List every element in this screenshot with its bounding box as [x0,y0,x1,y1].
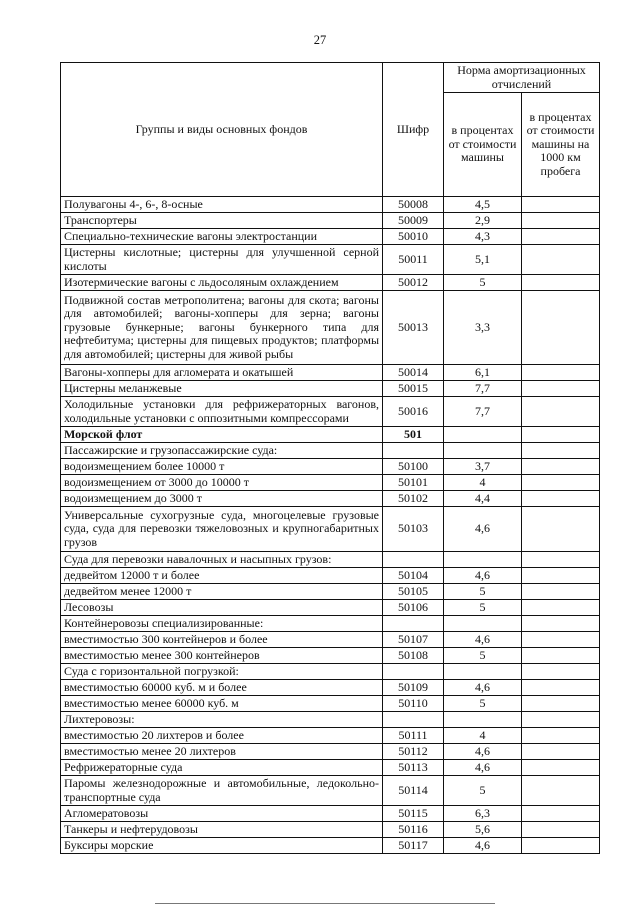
row-pct-cost: 4,5 [444,197,522,213]
row-code: 50109 [383,680,444,696]
row-code: 50113 [383,760,444,776]
row-pct-cost: 4,6 [444,838,522,854]
table-row [61,397,600,427]
row-pct-km [522,822,600,838]
row-name: Агломератовозы [61,806,383,822]
row-pct-km [522,291,600,365]
row-code [383,616,444,632]
row-name: Вагоны-хопперы для агломерата и окатышей [61,365,383,381]
row-pct-km [522,806,600,822]
row-code: 50117 [383,838,444,854]
row-code: 50110 [383,696,444,712]
page-number: 27 [313,33,327,47]
row-name: водоизмещением более 10000 т [61,459,383,475]
row-pct-cost: 7,7 [444,397,522,427]
row-code [383,443,444,459]
header-norm: Норма амортизационных отчислений [444,63,600,93]
row-pct-km [522,381,600,397]
row-pct-km [522,491,600,507]
table-row [61,822,600,838]
row-pct-km [522,728,600,744]
row-name: вместимостью 20 лихтеров и более [61,728,383,744]
row-code: 50112 [383,744,444,760]
row-code: 50016 [383,397,444,427]
table-row [61,365,600,381]
row-code: 50100 [383,459,444,475]
row-name: Изотермические вагоны с льдосоляным охлаждением [61,275,383,291]
row-name: Цистерны меланжевые [61,381,383,397]
row-name: дедвейтом 12000 т и более [61,568,383,584]
row-pct-km [522,275,600,291]
row-name: Суда для перевозки навалочных и насыпных грузов: [61,552,383,568]
row-pct-cost: 4 [444,475,522,491]
table-row [61,584,600,600]
row-pct-cost: 4,3 [444,229,522,245]
row-name: Холодильные установки для рефрижераторных вагонов, холодильные установки с оппозитными компрессорами [61,397,383,427]
table-row [61,680,600,696]
row-name: Транспортеры [61,213,383,229]
row-pct-cost: 5 [444,696,522,712]
row-pct-km [522,696,600,712]
row-pct-km [522,365,600,381]
table-row [61,616,600,632]
row-code: 50014 [383,365,444,381]
table-row [61,664,600,680]
table-row [61,728,600,744]
row-pct-km [522,213,600,229]
row-pct-km [522,443,600,459]
table-row [61,648,600,664]
row-pct-km [522,776,600,806]
table-row [61,275,600,291]
row-pct-cost: 5 [444,776,522,806]
row-name: Контейнеровозы специализированные: [61,616,383,632]
row-code: 50115 [383,806,444,822]
row-code: 50011 [383,245,444,275]
row-pct-km [522,648,600,664]
row-name: Универсальные сухогрузные суда, многоцелевые грузовые суда, суда для перевозки тяжеловозных и крупногабаритных грузов [61,507,383,552]
row-name: Буксиры морские [61,838,383,854]
row-pct-km [522,680,600,696]
row-code [383,552,444,568]
row-name: Рефрижераторные суда [61,760,383,776]
row-name: Танкеры и нефтерудовозы [61,822,383,838]
row-name: водоизмещением до 3000 т [61,491,383,507]
table-row [61,245,600,275]
row-name: Подвижной состав метрополитена; вагоны для скота; вагоны для автомобилей; вагоны-хопперы для зерна; вагоны грузовые бункерные; вагоны бункерного типа для нефтебитума; цистерны для пищевых продуктов; платформы для автомобилей; цистерны для живой рыбы [61,291,383,365]
row-name: вместимостью менее 300 контейнеров [61,648,383,664]
header-pct-cost: в процентах от стоимости машины [444,93,522,197]
row-pct-cost: 4,6 [444,760,522,776]
row-code: 50102 [383,491,444,507]
row-pct-km [522,475,600,491]
row-pct-cost: 5,1 [444,245,522,275]
table-row [61,600,600,616]
row-code: 50015 [383,381,444,397]
row-pct-cost: 7,7 [444,381,522,397]
header-code: Шифр [383,63,444,197]
row-pct-cost: 4,4 [444,491,522,507]
row-pct-km [522,459,600,475]
row-pct-cost: 5 [444,648,522,664]
table-row [61,632,600,648]
table-body [61,197,600,854]
row-code: 50013 [383,291,444,365]
row-code: 50010 [383,229,444,245]
row-pct-cost: 6,3 [444,806,522,822]
table-row [61,744,600,760]
row-name: Паромы железнодорожные и автомобильные, ледокольно-транспортные суда [61,776,383,806]
row-code: 50009 [383,213,444,229]
table-row [61,213,600,229]
table-row [61,291,600,365]
row-code: 50106 [383,600,444,616]
table-row [61,381,600,397]
row-pct-cost: 5,6 [444,822,522,838]
row-pct-km [522,744,600,760]
row-code: 50114 [383,776,444,806]
table-row [61,712,600,728]
row-pct-km [522,616,600,632]
row-pct-cost [444,427,522,443]
row-name: вместимостью менее 20 лихтеров [61,744,383,760]
table-row [61,443,600,459]
table-row [61,507,600,552]
row-pct-km [522,245,600,275]
row-pct-cost: 4,6 [444,680,522,696]
row-code: 50104 [383,568,444,584]
row-pct-cost [444,616,522,632]
row-pct-km [522,197,600,213]
row-name: Цистерны кислотные; цистерны для улучшенной серной кислоты [61,245,383,275]
row-pct-km [522,427,600,443]
row-pct-km [522,760,600,776]
row-pct-cost: 5 [444,275,522,291]
row-name: Лихтеровозы: [61,712,383,728]
row-pct-cost: 5 [444,584,522,600]
row-pct-cost [444,712,522,728]
table-row [61,696,600,712]
row-pct-cost: 6,1 [444,365,522,381]
row-code: 50012 [383,275,444,291]
row-name: вместимостью 60000 куб. м и более [61,680,383,696]
row-name: вместимостью менее 60000 куб. м [61,696,383,712]
row-pct-cost [444,664,522,680]
row-code [383,664,444,680]
row-code: 50116 [383,822,444,838]
table-row [61,776,600,806]
table-row [61,427,600,443]
row-code: 50103 [383,507,444,552]
row-pct-cost: 4 [444,728,522,744]
table-row [61,459,600,475]
row-pct-cost: 3,3 [444,291,522,365]
table-row [61,229,600,245]
header-pct-km: в процентах от стоимости машины на 1000 км пробега [522,93,600,197]
row-code: 50108 [383,648,444,664]
row-code [383,712,444,728]
row-pct-km [522,712,600,728]
row-code: 50008 [383,197,444,213]
row-name: Полувагоны 4-, 6-, 8-осные [61,197,383,213]
row-name: Морской флот [61,427,383,443]
table-row [61,568,600,584]
row-pct-cost: 4,6 [444,507,522,552]
depreciation-table [60,62,600,854]
row-name: дедвейтом менее 12000 т [61,584,383,600]
table-row [61,475,600,491]
row-pct-cost: 3,7 [444,459,522,475]
row-pct-km [522,632,600,648]
row-name: Лесовозы [61,600,383,616]
table-row [61,806,600,822]
row-pct-km [522,229,600,245]
row-pct-km [522,584,600,600]
row-pct-cost: 4,6 [444,632,522,648]
row-name: водоизмещением от 3000 до 10000 т [61,475,383,491]
row-pct-km [522,600,600,616]
row-name: Пассажирские и грузопассажирские суда: [61,443,383,459]
row-name: Специально-технические вагоны электростанции [61,229,383,245]
row-code: 50105 [383,584,444,600]
header-group-name: Группы и виды основных фондов [61,63,383,197]
table-row [61,838,600,854]
row-code: 501 [383,427,444,443]
table-row [61,491,600,507]
row-name: вместимостью 300 контейнеров и более [61,632,383,648]
scan-edge-line [155,903,495,904]
row-pct-cost: 4,6 [444,568,522,584]
row-code: 50111 [383,728,444,744]
table-row [61,552,600,568]
row-code: 50107 [383,632,444,648]
table-row [61,760,600,776]
row-pct-km [522,552,600,568]
row-pct-km [522,838,600,854]
row-pct-cost [444,552,522,568]
row-pct-km [522,664,600,680]
table-row [61,197,600,213]
row-pct-cost [444,443,522,459]
row-pct-km [522,507,600,552]
row-pct-cost: 4,6 [444,744,522,760]
row-pct-cost: 5 [444,600,522,616]
row-code: 50101 [383,475,444,491]
row-name: Суда с горизонтальной погрузкой: [61,664,383,680]
row-pct-km [522,568,600,584]
row-pct-cost: 2,9 [444,213,522,229]
row-pct-km [522,397,600,427]
